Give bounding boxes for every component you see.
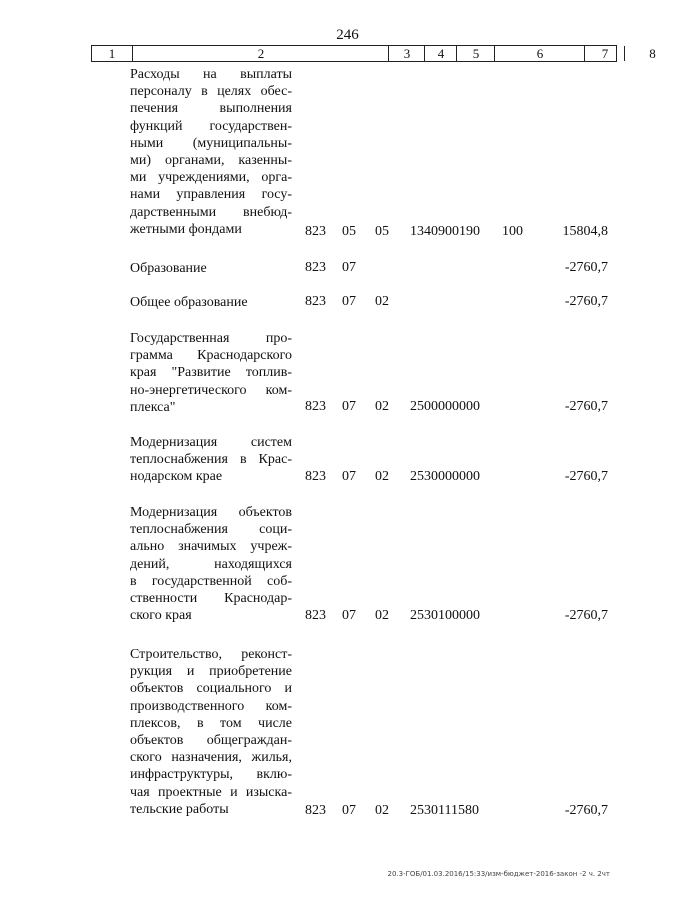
description-line: объектов социального и xyxy=(130,681,292,697)
row-description xyxy=(130,504,292,624)
cell-amount: -2760,7 xyxy=(564,399,608,414)
table-header xyxy=(91,45,656,62)
cell-section: 07 xyxy=(342,399,356,414)
header-col-3: 3 xyxy=(388,46,425,61)
description-line: теплоснабжения соци- xyxy=(130,522,292,538)
description-line: ского края xyxy=(130,608,192,624)
description-line: грамма Краснодарского xyxy=(130,348,292,364)
cell-target-article: 2530100000 xyxy=(410,608,480,623)
header-col-1: 1 xyxy=(108,46,116,61)
cell-amount: -2760,7 xyxy=(564,469,608,484)
description-line: нами управления госу- xyxy=(130,187,292,203)
cell-subsection: 02 xyxy=(375,469,389,484)
page-number: 246 xyxy=(336,27,359,43)
description-line: в государственной соб- xyxy=(130,573,292,589)
cell-section: 07 xyxy=(342,260,356,275)
description-line: жетными фондами xyxy=(130,221,242,237)
cell-ministry: 823 xyxy=(305,224,326,239)
description-line: Модернизация систем xyxy=(130,435,292,450)
cell-ministry: 823 xyxy=(305,399,326,414)
cell-amount: -2760,7 xyxy=(564,608,608,623)
description-line: края "Развитие топлив- xyxy=(130,365,292,381)
description-line: ского назначения, жилья, xyxy=(130,750,292,766)
header-col-4: 4 xyxy=(424,46,457,61)
row-description xyxy=(130,66,292,238)
description-line: инфраструктуры, вклю- xyxy=(130,767,292,783)
cell-amount: -2760,7 xyxy=(564,294,608,309)
cell-ministry: 823 xyxy=(305,803,326,818)
description-line: производственного ком- xyxy=(130,698,292,714)
description-line: ально значимых учреж- xyxy=(130,539,292,555)
row-description xyxy=(130,434,292,486)
description-line: Модернизация объектов xyxy=(130,505,292,520)
row-description xyxy=(130,330,292,416)
description-line: ственности Краснодар- xyxy=(130,591,292,607)
header-col-5: 5 xyxy=(456,46,495,61)
description-line: Общее образование xyxy=(130,295,248,310)
description-line: персоналу в целях обес- xyxy=(130,84,292,100)
cell-amount: -2760,7 xyxy=(564,260,608,275)
row-description xyxy=(130,260,292,277)
cell-section: 07 xyxy=(342,469,356,484)
cell-subsection: 02 xyxy=(375,608,389,623)
description-line: функций государствен- xyxy=(130,118,292,134)
description-line: рукция и приобретение xyxy=(130,664,292,680)
description-line: ми) органами, казенны- xyxy=(130,153,292,169)
description-line: плексов, в том числе xyxy=(130,715,292,731)
cell-expense-type: 100 xyxy=(502,224,523,239)
description-line: дений, находящихся xyxy=(130,556,292,572)
header-col-6: 6 xyxy=(494,46,585,61)
description-line: объектов общеграждан- xyxy=(130,733,292,749)
cell-target-article: 2530000000 xyxy=(410,469,480,484)
cell-target-article: 1340900190 xyxy=(410,224,480,239)
description-line: теплоснабжения в Крас- xyxy=(130,452,292,468)
cell-section: 07 xyxy=(342,608,356,623)
cell-section: 07 xyxy=(342,294,356,309)
cell-section: 05 xyxy=(342,224,356,239)
cell-ministry: 823 xyxy=(305,608,326,623)
cell-target-article: 2500000000 xyxy=(410,399,480,414)
cell-target-article: 2530111580 xyxy=(410,803,479,818)
description-line: Государственная про- xyxy=(130,331,292,346)
cell-ministry: 823 xyxy=(305,294,326,309)
header-col-8: 8 xyxy=(624,46,680,61)
cell-ministry: 823 xyxy=(305,469,326,484)
cell-amount: 15804,8 xyxy=(562,224,608,239)
row-description xyxy=(130,294,292,311)
description-line: печения выполнения xyxy=(130,101,292,117)
description-line: Образование xyxy=(130,261,207,276)
description-line: дарственными внебюд- xyxy=(130,204,292,220)
row-description xyxy=(130,646,292,818)
description-line: нодарском крае xyxy=(130,469,223,485)
description-line: ными (муниципальны- xyxy=(130,135,292,151)
description-line: Расходы на выплаты xyxy=(130,67,292,82)
document-footer: 20.3-ГОБ/01.03.2016/15:33/изм-бюджет-2016-закон -2 ч. 2чт xyxy=(387,870,610,878)
cell-subsection: 02 xyxy=(375,399,389,414)
cell-amount: -2760,7 xyxy=(564,803,608,818)
cell-ministry: 823 xyxy=(305,260,326,275)
cell-subsection: 05 xyxy=(375,224,389,239)
header-col-7: 7 xyxy=(584,46,625,61)
description-line: ми учреждениями, орга- xyxy=(130,170,292,186)
cell-subsection: 02 xyxy=(375,803,389,818)
description-line: плекса" xyxy=(130,399,176,415)
cell-subsection: 02 xyxy=(375,294,389,309)
description-line: чая проектные и изыска- xyxy=(130,784,292,800)
description-line: но-энергетического ком- xyxy=(130,382,292,398)
header-col-2: 2 xyxy=(132,46,389,61)
description-line: Строительство, реконст- xyxy=(130,647,292,662)
cell-section: 07 xyxy=(342,803,356,818)
description-line: тельские работы xyxy=(130,801,229,817)
